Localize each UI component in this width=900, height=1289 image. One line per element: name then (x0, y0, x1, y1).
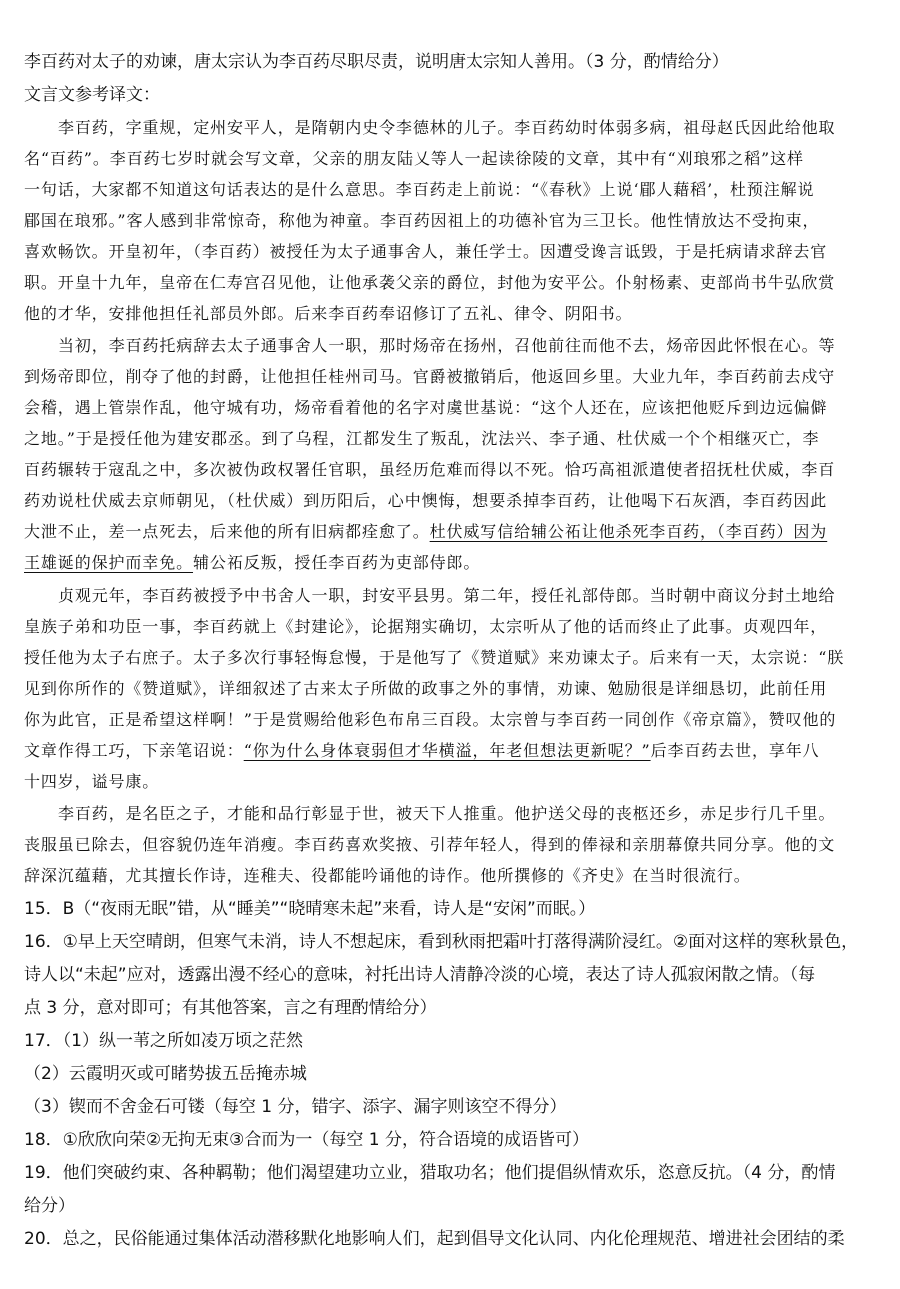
paragraph-2-line-1: 当初，李百药托病辞去太子通事舍人一职，那时炀帝在扬州，召他前往而他不去，炀帝因此怀恨在心。等 (58, 336, 836, 355)
answer-17-part-1: 17．（1）纵一苇之所如凌万顷之茫然 (24, 1031, 303, 1051)
paragraph-4-line-3: 辞深沉蕴藉，尤其擅长作诗，连稚夫、役都能吟诵他的诗作。他所撰修的《齐史》在当时很流行。 (24, 866, 751, 885)
plain-text: 文章作得工巧，下亲笔诏说： (24, 741, 244, 760)
answer-19-line-1: 19．他们突破约束、各种羁勒；他们渴望建功立业，猎取功名；他们提倡纵情欢乐，恣意反抗。（4 分，酌情 (24, 1163, 836, 1183)
paragraph-3-line-2: 皇族子弟和功臣一事，李百药就上《封建论》，论据翔实确切，太宗听从了他的话而终止了此事。贞观四年， (24, 617, 828, 636)
paragraph-1-line-7: 他的才华，安排他担任礼部员外郎。后来李百药奉诏修订了五礼、律令、阴阳书。 (24, 304, 633, 323)
answer-18: 18．①欣欣向荣②无拘无束③合而为一（每空 1 分，符合语境的成语皆可） (24, 1130, 589, 1150)
answer-17-part-3: （3）锲而不舍金石可镂（每空 1 分，错字、添字、漏字则该空不得分） (24, 1097, 567, 1117)
paragraph-2-line-2: 到炀帝即位，削夺了他的封爵，让他担任桂州司马。官爵被撤销后，他返回乡里。大业九年，李百药前去戍守 (24, 367, 836, 386)
paragraph-1-line-2: 名“百药”。李百药七岁时就会写文章，父亲的朋友陆乂等人一起读徐陵的文章，其中有“刈琅邪之稻”这样 (24, 149, 804, 168)
paragraph-3-line-6 (24, 735, 880, 766)
paragraph-3-line-1: 贞观元年，李百药被授予中书舍人一职，封安平县男。第二年，授任礼部侍郎。当时朝中商议分封土地给 (58, 586, 836, 605)
answer-summary-line: 李百药对太子的劝谏，唐太宗认为李百药尽职尽责，说明唐太宗知人善用。（3 分，酌情给分） (24, 52, 729, 72)
paragraph-1-line-1: 李百药，字重规，定州安平人，是隋朝内史令李德林的儿子。李百药幼时体弱多病，祖母赵氏因此给他取 (58, 118, 836, 137)
translation-heading: 文言文参考译文： (24, 85, 160, 105)
underlined-key-sentence: 杜伏威写信给辅公祏让他杀死李百药，（李百药）因为 (429, 522, 828, 541)
paragraph-1-line-6: 职。开皇十九年，皇帝在仁寿宫召见他，让他承袭父亲的爵位，封他为安平公。仆射杨素、吏部尚书牛弘欣赏 (24, 273, 836, 292)
paragraph-2-line-8 (24, 547, 880, 578)
paragraph-2-line-5: 百药辗转于寇乱之中，多次被伪政权署任官职，虽经历危难而得以不死。恰巧高祖派遣使者招抚杜伏威，李百 (24, 460, 836, 479)
paragraph-1-line-4: 郿国在琅邪。”客人感到非常惊奇，称他为神童。李百药因祖上的功德补官为三卫长。他性情放达不受拘束， (24, 211, 820, 230)
answer-20-line-1: 20．总之，民俗能通过集体活动潜移默化地影响人们，起到倡导文化认同、内化伦理规范、增进社会团结的柔 (24, 1229, 845, 1249)
answer-15: 15．B（“夜雨无眠”错，从“睡美”“晓晴寒未起”来看，诗人是“安闲”而眠。） (24, 899, 596, 919)
paragraph-2-line-3: 会稽，遇上管崇作乱，他守城有功，炀帝看着他的名字对虞世基说：“这个人还在，应该把他贬斥到边远偏僻 (24, 398, 828, 417)
plain-text: 大泄不止，差一点死去，后来他的所有旧病都痊愈了。 (24, 522, 430, 541)
paragraph-3-line-3: 授任他为太子右庶子。太子多次行事轻悔怠慢，于是他写了《赞道赋》来劝谏太子。后来有一天，太宗说：“朕 (24, 648, 845, 667)
paragraph-1-line-5: 喜欢畅饮。开皇初年，（李百药）被授任为太子通事舍人，兼任学士。因遭受谗言诋毁，于是托病请求辞去官 (24, 242, 828, 261)
paragraph-2-line-7 (24, 516, 880, 547)
answer-16-line-2: 诗人以“未起”应对，透露出漫不经心的意味，衬托出诗人清静冷淡的心境，表达了诗人孤寂闲散之情。（每 (24, 965, 816, 985)
paragraph-3-line-4: 见到你所作的《赞道赋》，详细叙述了古来太子所做的政事之外的事情，劝谏、勉励很是详细恳切，此前任用 (24, 679, 828, 698)
paragraph-2-line-4: 之地。”于是授任他为建安郡丞。到了乌程，江都发生了叛乱，沈法兴、李子通、杜伏威一个个相继灭亡，李 (24, 429, 820, 448)
answer-19-line-2: 给分） (24, 1196, 75, 1216)
underlined-key-sentence: “你为什么身体衰弱但才华横溢，年老但想法更新呢？” (243, 741, 651, 760)
paragraph-3-line-5: 你为此官，正是希望这样啊！”于是赏赐给他彩色布帛三百段。太宗曾与李百药一同创作《帝京篇》，赞叹他的 (24, 710, 837, 729)
paragraph-2-line-6: 药劝说杜伏威去京师朝见，（杜伏威）到历阳后，心中懊悔，想要杀掉李百药，让他喝下石灰酒，李百药因此 (24, 491, 828, 510)
plain-text: 辅公祏反叛，授任李百药为吏部侍郎。 (193, 553, 481, 572)
plain-text: 后李百药去世，享年八 (650, 741, 820, 760)
answer-17-part-2: （2）云霞明灭或可睹势拔五岳掩赤城 (24, 1064, 307, 1084)
underlined-key-sentence: 王雄诞的保护而幸免。 (24, 553, 194, 572)
answer-16-line-3: 点 3 分，意对即可；有其他答案，言之有理酌情给分） (24, 998, 437, 1018)
paragraph-4-line-1: 李百药，是名臣之子，才能和品行彰显于世，被天下人推重。他护送父母的丧柩还乡，赤足步行几千里。 (58, 804, 836, 823)
paragraph-1-line-3: 一句话，大家都不知道这句话表达的是什么意思。李百药走上前说：“《春秋》上说‘郿人藉稻’，杜预注解说 (24, 180, 815, 199)
paragraph-3-line-7: 十四岁，谥号康。 (24, 772, 160, 791)
paragraph-4-line-2: 丧服虽已除去，但容貌仍连年消瘦。李百药喜欢奖掖、引荐年轻人，得到的俸禄和亲朋幕僚共同分享。他的文 (24, 835, 836, 854)
answer-16-line-1: 16．①早上天空晴朗，但寒气未消，诗人不想起床，看到秋雨把霜叶打落得满阶浸红。②面对这样的寒秋景色， (24, 932, 859, 952)
